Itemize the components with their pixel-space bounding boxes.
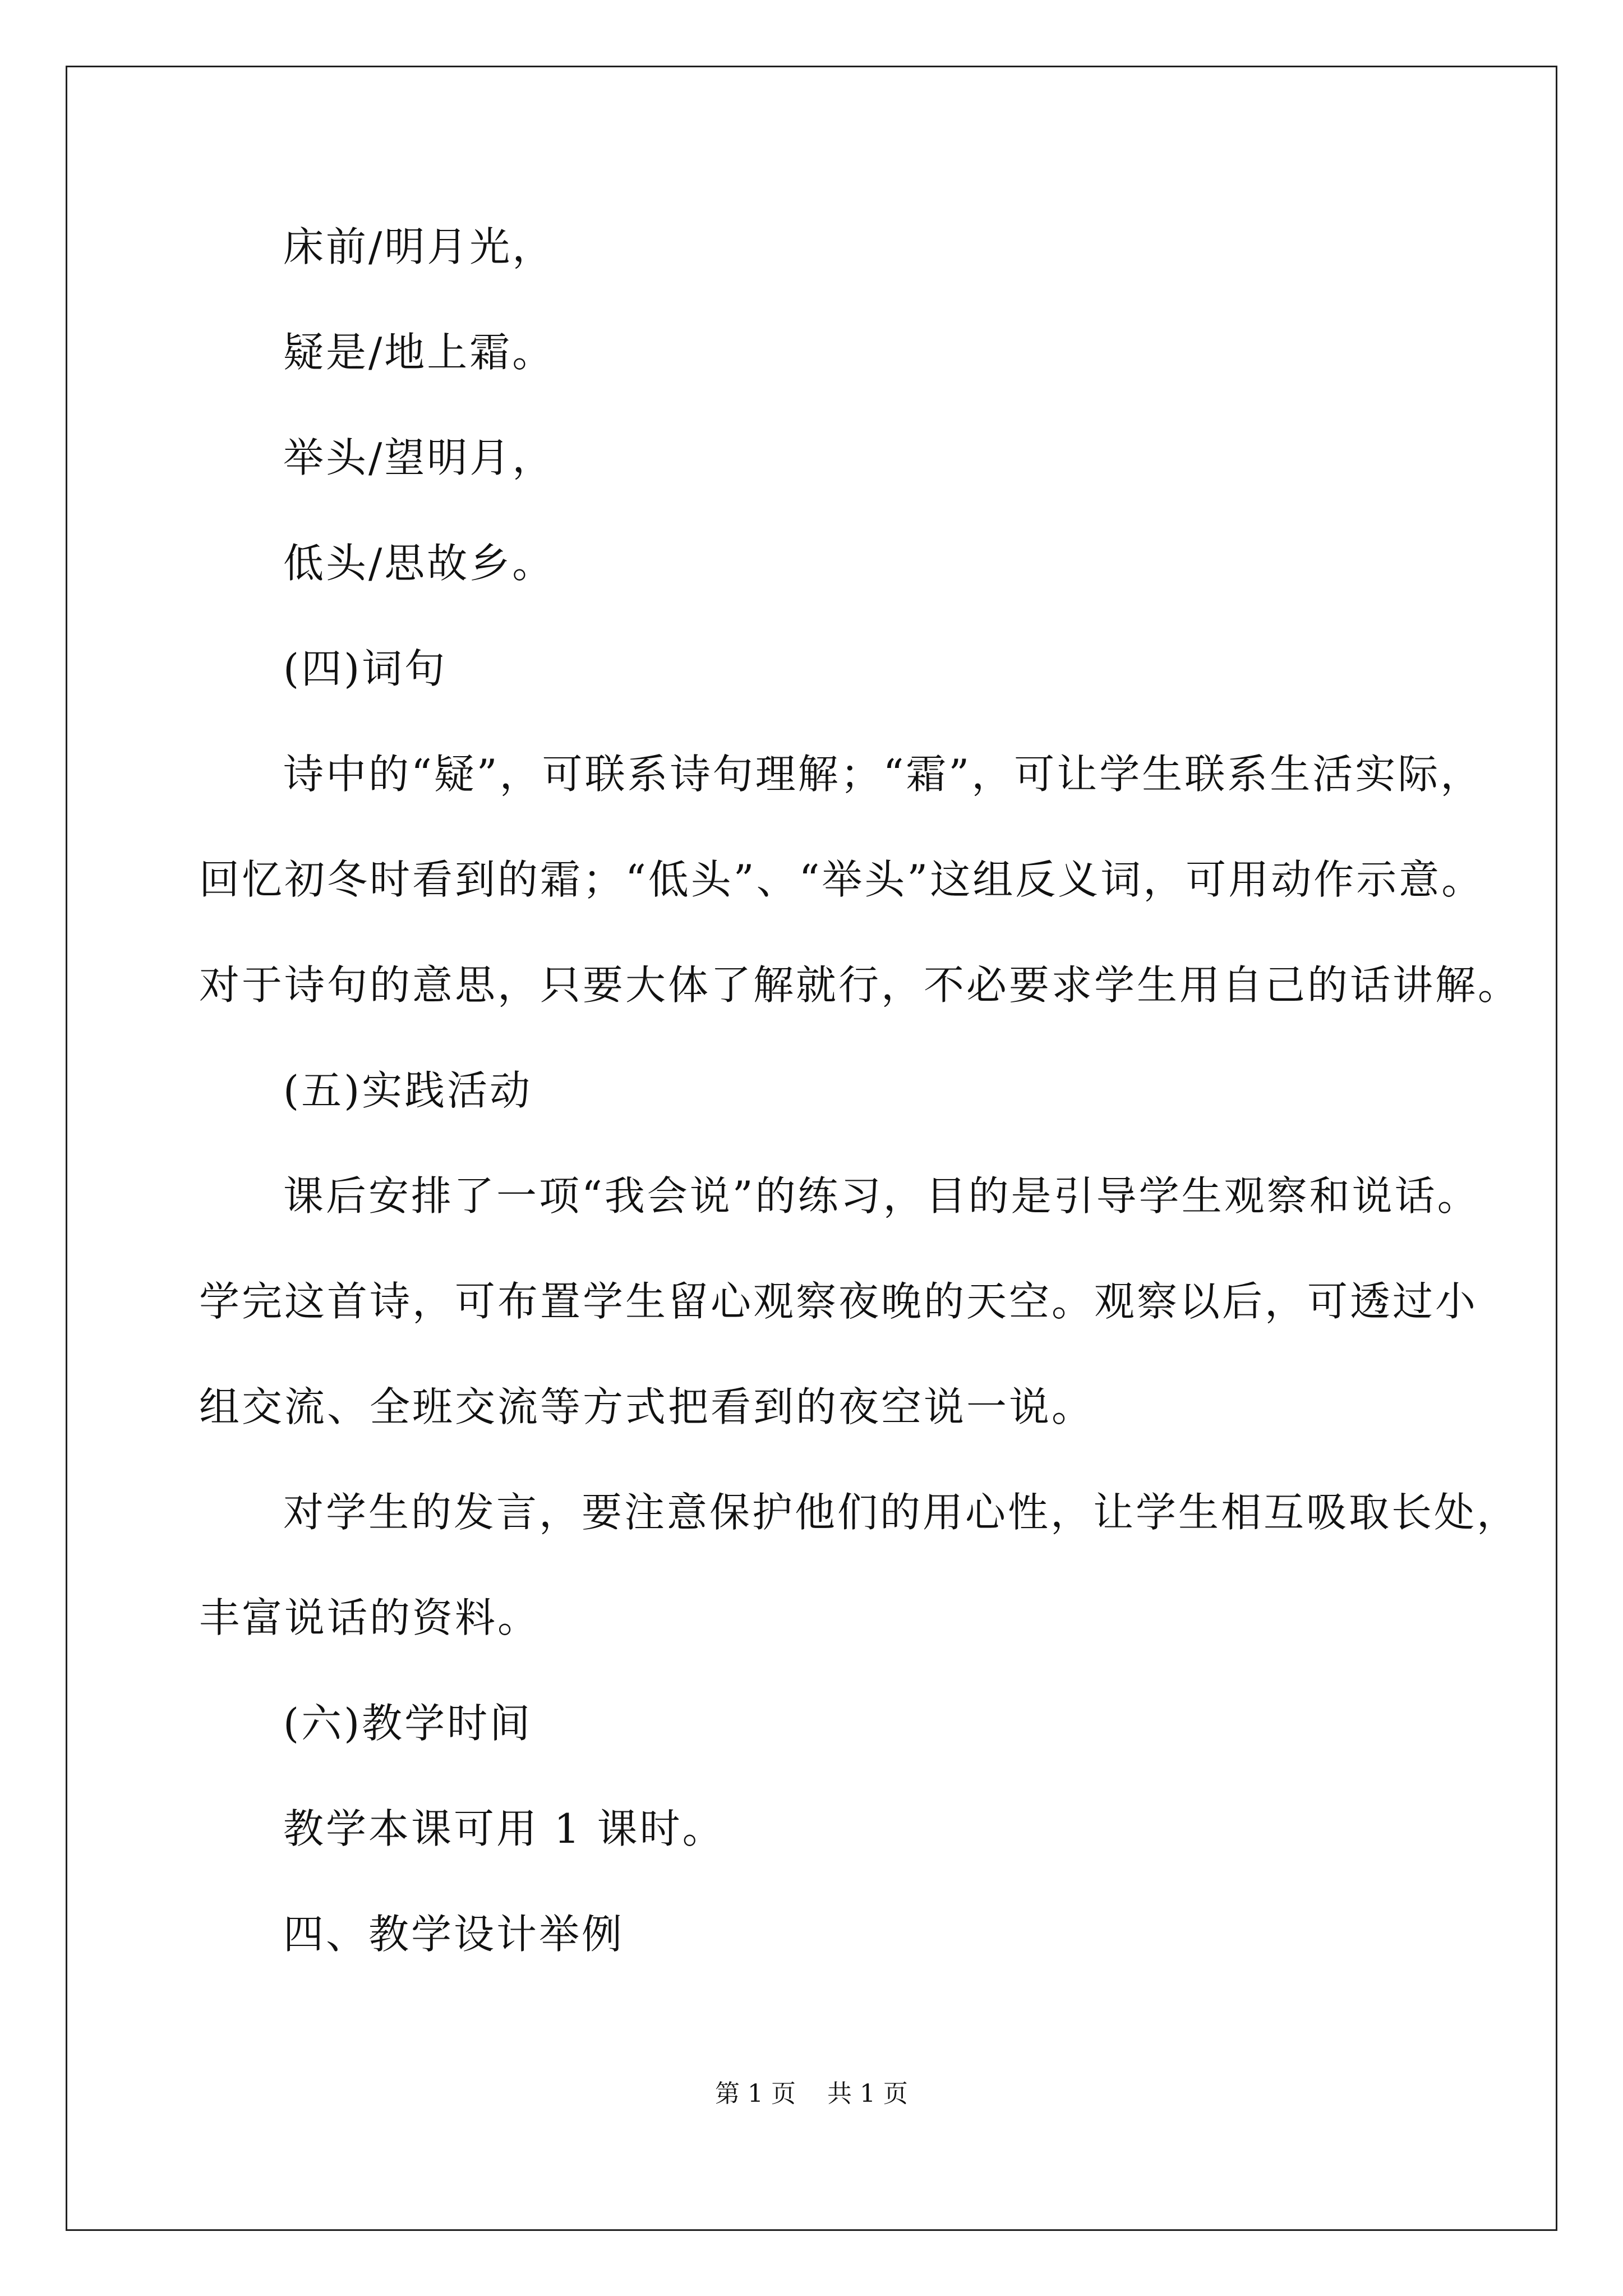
paragraph-line: 诗中的“疑”，可联系诗句理解；“霜”，可让学生联系生活实际， [283,751,1483,798]
paragraph-line: 组交流、全班交流等方式把看到的夜空说一说。 [199,1383,1095,1430]
paragraph-line: 丰富说话的资料。 [199,1594,541,1641]
poem-line-4: 低头/思故乡。 [283,540,555,587]
page-border [66,66,1557,2231]
section-heading-words: (四)词句 [283,645,448,692]
paragraph-line: 回忆初冬时看到的霜；“低头”、“举头”这组反义词，可用动作示意。 [199,856,1484,903]
section-heading-time: (六)教学时间 [283,1700,533,1747]
paragraph-line: 对学生的发言，要注意保护他们的用心性，让学生相互吸取长处， [283,1489,1520,1536]
page-number-footer: 第 1 页 共 1 页 [715,2079,908,2108]
section-heading-example: 四、教学设计举例 [283,1911,625,1958]
paragraph-line: 教学本课可用 1 课时。 [283,1805,725,1852]
section-heading-practice: (五)实践活动 [283,1067,533,1114]
paragraph-line: 课后安排了一项“我会说”的练习，目的是引导学生观察和说话。 [283,1172,1480,1220]
poem-line-1: 床前/明月光， [283,223,555,270]
poem-line-3: 举头/望明月， [283,434,555,481]
paragraph-line: 对于诗句的意思，只要大体了解就行，不必要求学生用自己的话讲解。 [199,961,1521,1009]
poem-line-2: 疑是/地上霜。 [283,329,555,376]
paragraph-line: 学完这首诗，可布置学生留心观察夜晚的天空。观察以后，可透过小 [199,1278,1478,1325]
